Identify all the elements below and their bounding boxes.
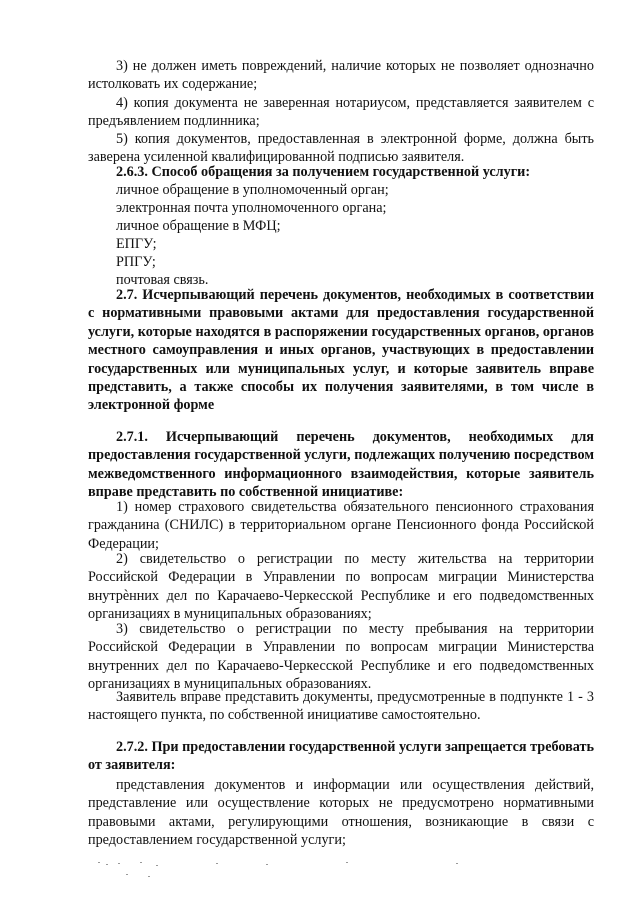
section-heading-2-7: 2.7. Исчерпывающий перечень документов, необходимых в соответствии с нормативными правовыми актами для предоставления государственной услуги, которые находятся в распоряжении государственных органов, органов местного самоуправления и иных органов, участвующих в предоставлении государственных или муниципальных услуг, и которые заявитель вправе представить, а также способы их получения заявителями, в том числе в электронной форме [88,287,594,414]
list-item: личное обращение в МФЦ; [116,218,281,234]
section-heading-2-6-3: 2.6.3. Способ обращения за получением государственной услуги: [116,164,531,180]
paragraph-item-4: 4) копия документа не заверенная нотариусом, представляется заявителем с предъявлением подлинника; [88,95,594,130]
document-item-3: 3) свидетельство о регистрации по месту пребывания на территории Российской Федерации в Управлении по вопросам миграции Министерства внутренних дел по Карачаево-Черкесской Республике и его подведомственных организациях в муниципальных образованиях. [88,621,594,693]
paragraph-item-5: 5) копия документов, предоставленная в электронной форме, должна быть заверена усиленной квалифицированной подписью заявителя. [88,131,594,166]
paragraph-item-3: 3) не должен иметь повреждений, наличие которых не позволяет однозначно истолковать их содержание; [88,58,594,93]
list-item: электронная почта уполномоченного органа; [116,200,387,216]
section-heading-2-7-2: 2.7.2. При предоставлении государственной услуги запрещается требовать от заявителя: [88,739,594,774]
scan-noise [96,860,476,882]
document-item-2: 2) свидетельство о регистрации по месту жительства на территории Российской Федерации в Управлении по вопросам миграции Министерства внутрѐнних дел по Карачаево-Черкесской Республике и его подведомственных организациях в муниципальных образованиях; [88,551,594,623]
note-paragraph: Заявитель вправе представить документы, предусмотренные в подпункте 1 - 3 настоящего пункта, по собственной инициативе самостоятельно. [88,689,594,724]
list-item: ЕПГУ; [116,236,157,252]
section-heading-2-7-1: 2.7.1. Исчерпывающий перечень документов, необходимых для предоставления государственной услуги, подлежащих получению посредством межведомственного информационного взаимодействия, которые заявитель вправе представить по собственной инициативе: [88,429,594,501]
document-item-1: 1) номер страхового свидетельства обязательного пенсионного страхования гражданина (СНИЛС) в территориальном органе Пенсионного фонда Российской Федерации; [88,499,594,552]
list-item: личное обращение в уполномоченный орган; [116,182,389,198]
list-item: РПГУ; [116,254,156,270]
list-item: почтовая связь. [116,272,209,288]
prohibition-item: представления документов и информации или осуществления действий, представление или осуществление которых не предусмотрено нормативными правовыми актами, регулирующими отношения, возникающие в связи с предоставлением государственной услуги; [88,777,594,849]
